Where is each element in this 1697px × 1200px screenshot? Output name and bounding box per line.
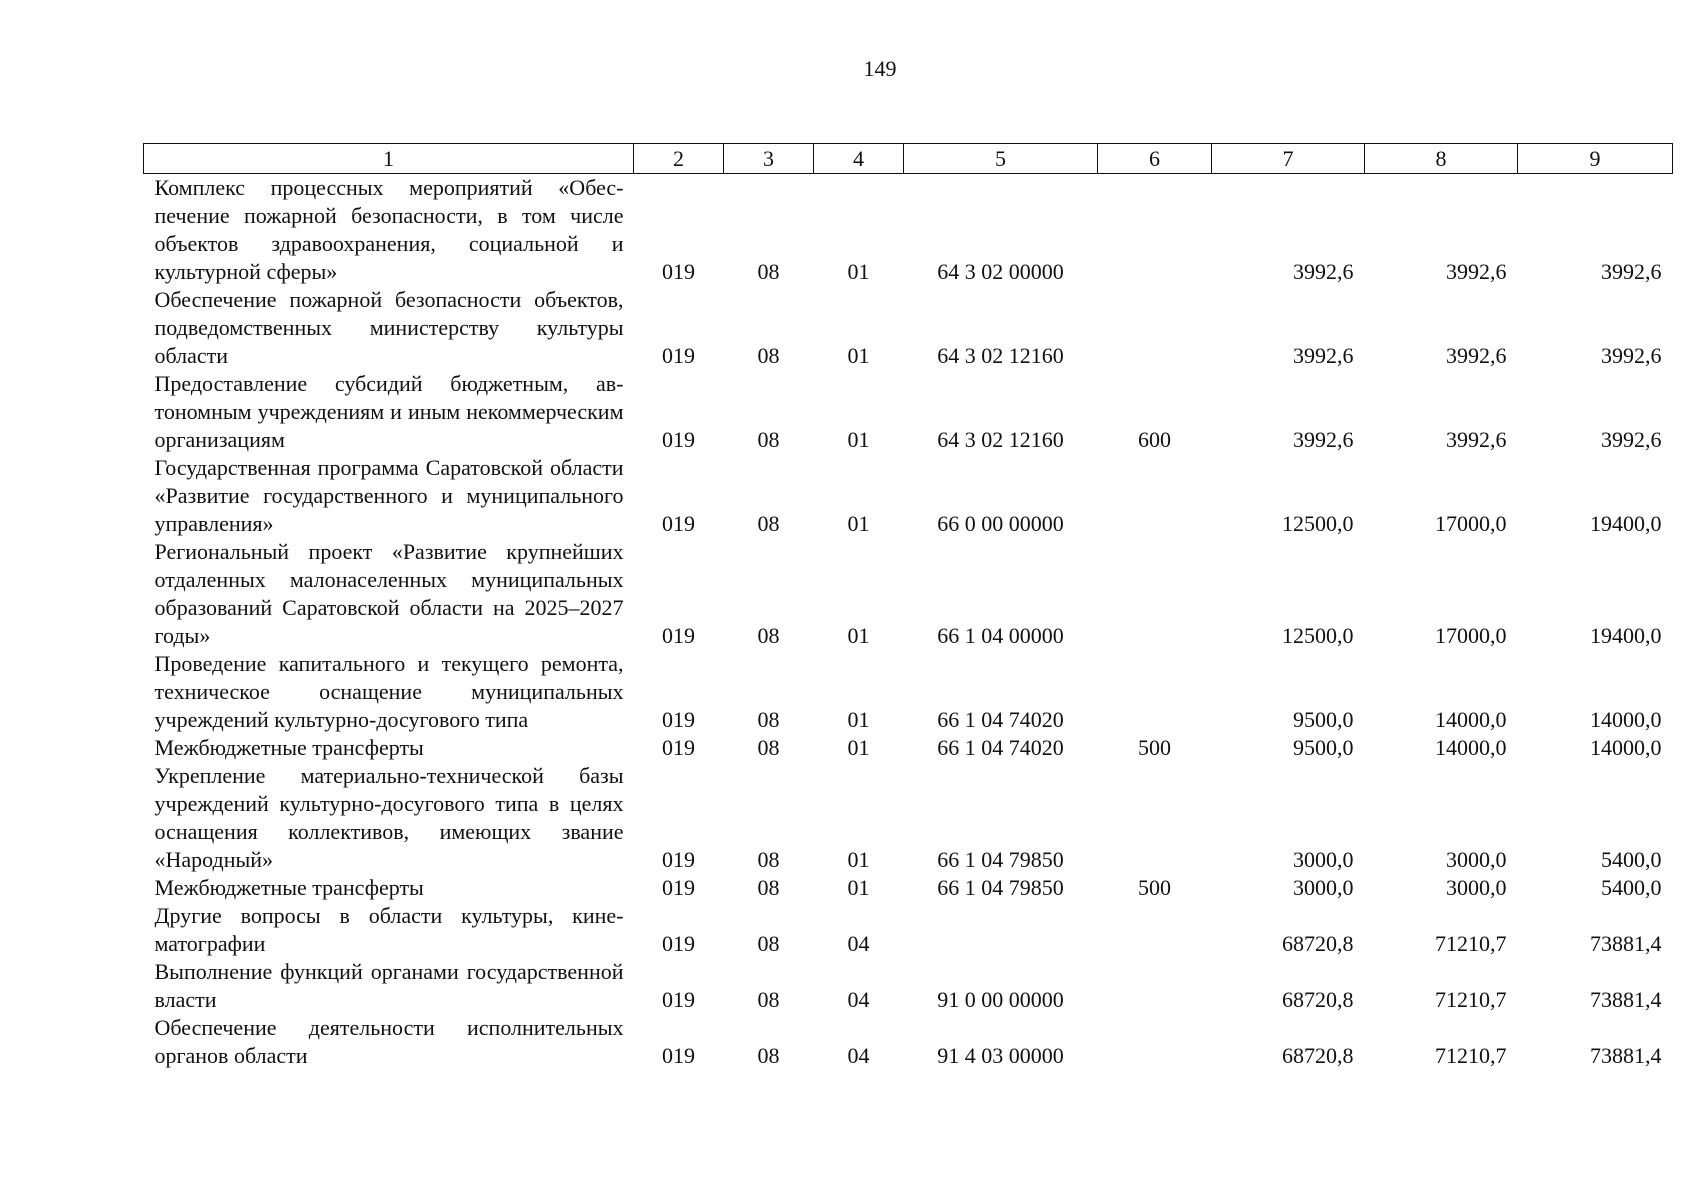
cell-expense-type: 600 <box>1138 427 1171 452</box>
cell-ministry: 019 <box>662 623 695 648</box>
cell-amount-2: 17000,0 <box>1435 511 1507 536</box>
cell-expense-type <box>1098 538 1212 650</box>
cell-amount-2: 71210,7 <box>1435 987 1507 1012</box>
cell-amount-3: 5400,0 <box>1601 847 1662 872</box>
cell-ministry: 019 <box>662 987 695 1012</box>
cell-subsection: 01 <box>847 707 870 732</box>
table-row <box>144 762 1673 874</box>
cell-amount-1: 9500,0 <box>1293 735 1354 760</box>
cell-section: 08 <box>757 511 780 536</box>
cell-amount-1: 12500,0 <box>1282 623 1354 648</box>
cell-ministry: 019 <box>662 511 695 536</box>
column-header: 8 <box>1365 144 1518 174</box>
cell-amount-3: 73881,4 <box>1590 931 1662 956</box>
cell-amount-1: 3992,6 <box>1293 259 1354 284</box>
column-header: 5 <box>904 144 1098 174</box>
column-header: 3 <box>724 144 814 174</box>
cell-section: 08 <box>757 427 780 452</box>
cell-section: 08 <box>757 735 780 760</box>
cell-amount-3: 14000,0 <box>1590 735 1662 760</box>
cell-expense-type <box>1098 958 1212 1014</box>
table-row <box>144 734 1673 762</box>
table-row <box>144 1014 1673 1070</box>
cell-amount-3: 73881,4 <box>1590 1043 1662 1068</box>
cell-expense-type <box>1098 762 1212 874</box>
cell-amount-3: 3992,6 <box>1601 343 1662 368</box>
cell-amount-3: 3992,6 <box>1601 259 1662 284</box>
cell-amount-2: 3000,0 <box>1446 847 1507 872</box>
cell-expense-type <box>1098 650 1212 734</box>
cell-amount-1: 3000,0 <box>1293 847 1354 872</box>
cell-target-article: 66 1 04 79850 <box>937 875 1064 900</box>
cell-amount-3: 5400,0 <box>1601 875 1662 900</box>
cell-section: 08 <box>757 875 780 900</box>
cell-amount-2: 71210,7 <box>1435 931 1507 956</box>
cell-expense-type: 500 <box>1138 735 1171 760</box>
header-row <box>144 144 1673 174</box>
cell-subsection: 04 <box>847 931 870 956</box>
cell-section: 08 <box>757 931 780 956</box>
cell-amount-1: 3992,6 <box>1293 343 1354 368</box>
cell-amount-2: 3992,6 <box>1446 259 1507 284</box>
cell-expense-type <box>1098 902 1212 958</box>
table-row <box>144 174 1673 287</box>
cell-amount-3: 73881,4 <box>1590 987 1662 1012</box>
column-header: 4 <box>814 144 904 174</box>
cell-amount-2: 17000,0 <box>1435 623 1507 648</box>
cell-subsection: 01 <box>847 511 870 536</box>
cell-ministry: 019 <box>662 707 695 732</box>
budget-table <box>143 143 1673 1070</box>
cell-target-article: 66 1 04 79850 <box>937 847 1064 872</box>
cell-amount-1: 9500,0 <box>1293 707 1354 732</box>
cell-amount-3: 14000,0 <box>1590 707 1662 732</box>
cell-expense-type <box>1098 286 1212 370</box>
row-name: Другие вопросы в области культуры, кинематографии <box>154 903 624 956</box>
row-name: Государственная программа Саратовской области «Развитие государственного и муниципального управления» <box>154 455 624 536</box>
cell-ministry: 019 <box>662 735 695 760</box>
cell-ministry: 019 <box>662 847 695 872</box>
cell-ministry: 019 <box>662 931 695 956</box>
cell-amount-2: 14000,0 <box>1435 735 1507 760</box>
row-name: Обеспечение пожарной безопасности объектов, подведомственных министерству культуры области <box>154 287 624 368</box>
cell-amount-2: 3992,6 <box>1446 427 1507 452</box>
cell-expense-type <box>1098 454 1212 538</box>
row-name: Предоставление субсидий бюджетным, автономным учреждениям и иным некоммерческим организациям <box>154 371 624 452</box>
table-row <box>144 286 1673 370</box>
cell-amount-1: 12500,0 <box>1282 511 1354 536</box>
row-name: Межбюджетные трансферты <box>154 875 424 900</box>
cell-section: 08 <box>757 623 780 648</box>
cell-target-article: 66 0 00 00000 <box>937 511 1064 536</box>
cell-subsection: 01 <box>847 623 870 648</box>
row-name: Региональный проект «Развитие крупнейших отдаленных малонаселенных муниципальных образований Саратовской области на 2025–2027 годы» <box>154 539 624 648</box>
table-row <box>144 454 1673 538</box>
cell-amount-2: 14000,0 <box>1435 707 1507 732</box>
cell-section: 08 <box>757 343 780 368</box>
cell-subsection: 01 <box>847 259 870 284</box>
cell-subsection: 04 <box>847 1043 870 1068</box>
cell-amount-1: 68720,8 <box>1282 1043 1354 1068</box>
cell-ministry: 019 <box>662 343 695 368</box>
cell-amount-2: 3000,0 <box>1446 875 1507 900</box>
cell-subsection: 01 <box>847 875 870 900</box>
cell-section: 08 <box>757 847 780 872</box>
cell-ministry: 019 <box>662 875 695 900</box>
cell-expense-type <box>1098 1014 1212 1070</box>
cell-target-article <box>904 902 1098 958</box>
table-row <box>144 650 1673 734</box>
row-name: Обеспечение деятельности исполнительных органов области <box>154 1015 624 1068</box>
column-header: 7 <box>1212 144 1365 174</box>
table-row <box>144 958 1673 1014</box>
cell-subsection: 01 <box>847 343 870 368</box>
cell-amount-3: 3992,6 <box>1601 427 1662 452</box>
cell-section: 08 <box>757 987 780 1012</box>
cell-subsection: 01 <box>847 847 870 872</box>
cell-section: 08 <box>757 259 780 284</box>
cell-ministry: 019 <box>662 1043 695 1068</box>
column-header: 9 <box>1518 144 1673 174</box>
cell-amount-2: 71210,7 <box>1435 1043 1507 1068</box>
cell-target-article: 64 3 02 00000 <box>937 259 1064 284</box>
page-number: 149 <box>863 56 897 81</box>
row-name: Выполнение функций органами государственной власти <box>154 959 624 1012</box>
cell-target-article: 64 3 02 12160 <box>937 427 1064 452</box>
row-name: Межбюджетные трансферты <box>154 735 424 760</box>
cell-amount-3: 19400,0 <box>1590 511 1662 536</box>
row-name: Укрепление материально-технической базы учреждений культурно-досугового типа в целях оснащения коллективов, имеющих звание «Народный» <box>154 763 624 872</box>
cell-target-article: 66 1 04 74020 <box>937 707 1064 732</box>
cell-amount-1: 3992,6 <box>1293 427 1354 452</box>
cell-section: 08 <box>757 1043 780 1068</box>
cell-section: 08 <box>757 707 780 732</box>
cell-subsection: 04 <box>847 987 870 1012</box>
table-row <box>144 874 1673 902</box>
table-body <box>144 174 1673 1071</box>
cell-expense-type: 500 <box>1138 875 1171 900</box>
cell-target-article: 66 1 04 00000 <box>937 623 1064 648</box>
column-header: 1 <box>144 144 634 174</box>
cell-subsection: 01 <box>847 735 870 760</box>
row-name: Комплекс процессных мероприятий «Обеспечение пожарной безопасности, в том числе объектов здравоохранения, социальной и культурной сферы» <box>154 175 624 284</box>
table-row <box>144 370 1673 454</box>
cell-amount-1: 68720,8 <box>1282 987 1354 1012</box>
cell-ministry: 019 <box>662 259 695 284</box>
table-row <box>144 538 1673 650</box>
cell-ministry: 019 <box>662 427 695 452</box>
table-row <box>144 902 1673 958</box>
cell-amount-1: 68720,8 <box>1282 931 1354 956</box>
column-header: 6 <box>1098 144 1212 174</box>
cell-amount-1: 3000,0 <box>1293 875 1354 900</box>
column-header: 2 <box>634 144 724 174</box>
cell-target-article: 91 0 00 00000 <box>937 987 1064 1012</box>
cell-amount-3: 19400,0 <box>1590 623 1662 648</box>
row-name: Проведение капитального и текущего ремонта, техническое оснащение муниципальных учреждений культурно-досугового типа <box>154 651 624 732</box>
cell-target-article: 91 4 03 00000 <box>937 1043 1064 1068</box>
cell-expense-type <box>1098 174 1212 287</box>
cell-subsection: 01 <box>847 427 870 452</box>
cell-amount-2: 3992,6 <box>1446 343 1507 368</box>
cell-target-article: 66 1 04 74020 <box>937 735 1064 760</box>
cell-target-article: 64 3 02 12160 <box>937 343 1064 368</box>
